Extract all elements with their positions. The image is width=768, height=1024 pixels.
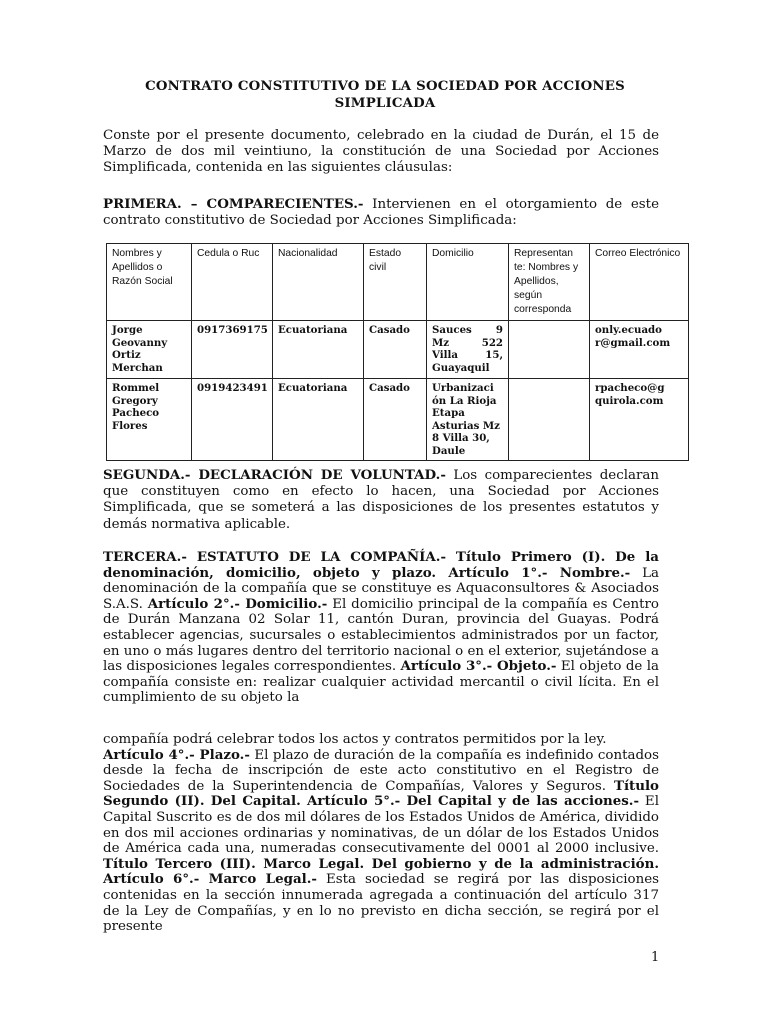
table-cell: [509, 321, 590, 379]
table-cell: Casado: [364, 379, 427, 461]
tercera-clause: [103, 550, 659, 706]
table-header: Nacionalidad: [273, 244, 364, 321]
articulo-6-text: Esta sociedad se regirá por las disposiciones contenidas en la sección innumerada agregada a continuación del artículo 317 de la Ley de Compañías, y en lo no previsto en dicha sección, se regirá por el presente: [103, 872, 659, 935]
articulo-4-heading: Artículo 4°.- Plazo.-: [103, 746, 250, 763]
titulo-2-heading: Título Segundo (II). Del Capital. Artículo 5°.- Del Capital y de las acciones.-: [103, 777, 659, 810]
articulo-2-text: El domicilio principal de la compañía es Centro de Durán Manzana 02 Solar 11, cantón Duran, provincia del Guayas. Podrá establecer agencias, sucursales o establecimientos administrados por un factor, en uno o más lugares dentro del territorio nacional o en el exterior, sujetándose a las disposiciones legales correspondientes.: [103, 596, 659, 675]
intro-paragraph: Conste por el presente documento, celebrado en la ciudad de Durán, el 15 de Marzo de dos mil veintiuno, la constitución de una Sociedad por Acciones Simplificada, contenida en las siguientes cláusulas:: [103, 128, 659, 176]
articulo-5-text: El Capital Suscrito es de dos mil dólares de los Estados Unidos de América, dividido en dos mil acciones ordinarias y nominativas, de un dólar de los Estados Unidos de América cada una, numeradas consecutivamente del 0001 al 2000 inclusive.: [103, 794, 659, 857]
articulo-3-text-cont: compañía podrá celebrar todos los actos y contratos permitidos por la ley.: [103, 732, 607, 747]
table-row: [107, 321, 689, 379]
table-cell: Ecuatoriana: [273, 379, 364, 461]
table-header: Cedula o Ruc: [192, 244, 273, 321]
titulo-3-heading: Título Tercero (III). Marco Legal. Del gobierno y de la administración. Artículo 6°.- Marco Legal.-: [103, 855, 659, 888]
table-header-row: [107, 244, 689, 321]
table-header: Estado civil: [364, 244, 427, 321]
comparecientes-table: [106, 243, 689, 461]
page-number: 1: [651, 950, 660, 965]
table-cell: Jorge Geovanny Ortiz Merchan: [107, 321, 192, 379]
tercera-heading-1: TERCERA.- ESTATUTO DE LA COMPAÑÍA.- Título Primero (I). De la denominación, domicilio, objeto y plazo. Artículo 1°.- Nombre.-: [103, 549, 659, 581]
tercera-continuation: [103, 732, 659, 935]
table-cell: 0919423491: [192, 379, 273, 461]
table-header: Domicilio: [427, 244, 509, 321]
document-title: CONTRATO CONSTITUTIVO DE LA SOCIEDAD POR ACCIONES SIMPLICADA: [145, 79, 625, 111]
articulo-4-text: El plazo de duración de la compañía es indefinido contados desde la fecha de inscripción de este acto constitutivo en el Registro de Sociedades de la Superintendencia de Compañías, Valores y Seguros.: [103, 747, 659, 794]
table-cell: Ecuatoriana: [273, 321, 364, 379]
articulo-2-heading: Artículo 2°.- Domicilio.-: [147, 595, 328, 612]
table-cell: Urbanizaci ón La Rioja Etapa Asturias Mz 8 Villa 30, Daule: [427, 379, 509, 461]
table-cell: Sauces 9 Mz 522 Villa 15, Guayaquil: [427, 321, 509, 379]
table-header: Nombres y Apellidos o Razón Social: [107, 244, 192, 321]
articulo-3-text: El objeto de la compañía consiste en: realizar cualquier actividad mercantil o civil lícita. En el cumplimiento de su objeto la: [103, 659, 659, 706]
table-row: [107, 379, 689, 461]
table-cell: [509, 379, 590, 461]
table-header: Correo Electrónico: [590, 244, 689, 321]
table-cell: Rommel Gregory Pacheco Flores: [107, 379, 192, 461]
table-cell: 0917369175: [192, 321, 273, 379]
segunda-clause: [103, 467, 659, 533]
articulo-3-heading: Artículo 3°.- Objeto.-: [400, 658, 557, 675]
table-cell: only.ecuado r@gmail.com: [590, 321, 689, 379]
table-cell: rpacheco@g quirola.com: [590, 379, 689, 461]
primera-clause: [103, 196, 659, 229]
segunda-heading: SEGUNDA.- DECLARACIÓN DE VOLUNTAD.-: [103, 467, 446, 483]
segunda-text: Los comparecientes declaran que constituyen como en efecto lo hacen, una Sociedad por Acciones Simplificada, que se someterá a las disposiciones de los presentes estatutos y demás normativa aplicable.: [103, 468, 659, 532]
table-cell: Casado: [364, 321, 427, 379]
primera-text: Intervienen en el otorgamiento de este contrato constitutivo de Sociedad por Acciones Simplificada:: [103, 197, 659, 229]
table-header: Representan te: Nombres y Apellidos, según corresponda: [509, 244, 590, 321]
tercera-text-1: La denominación de la compañía que se constituye es Aquaconsultores & Asociados S.A.S.: [103, 565, 659, 612]
primera-heading: PRIMERA. – COMPARECIENTES.-: [103, 196, 364, 212]
